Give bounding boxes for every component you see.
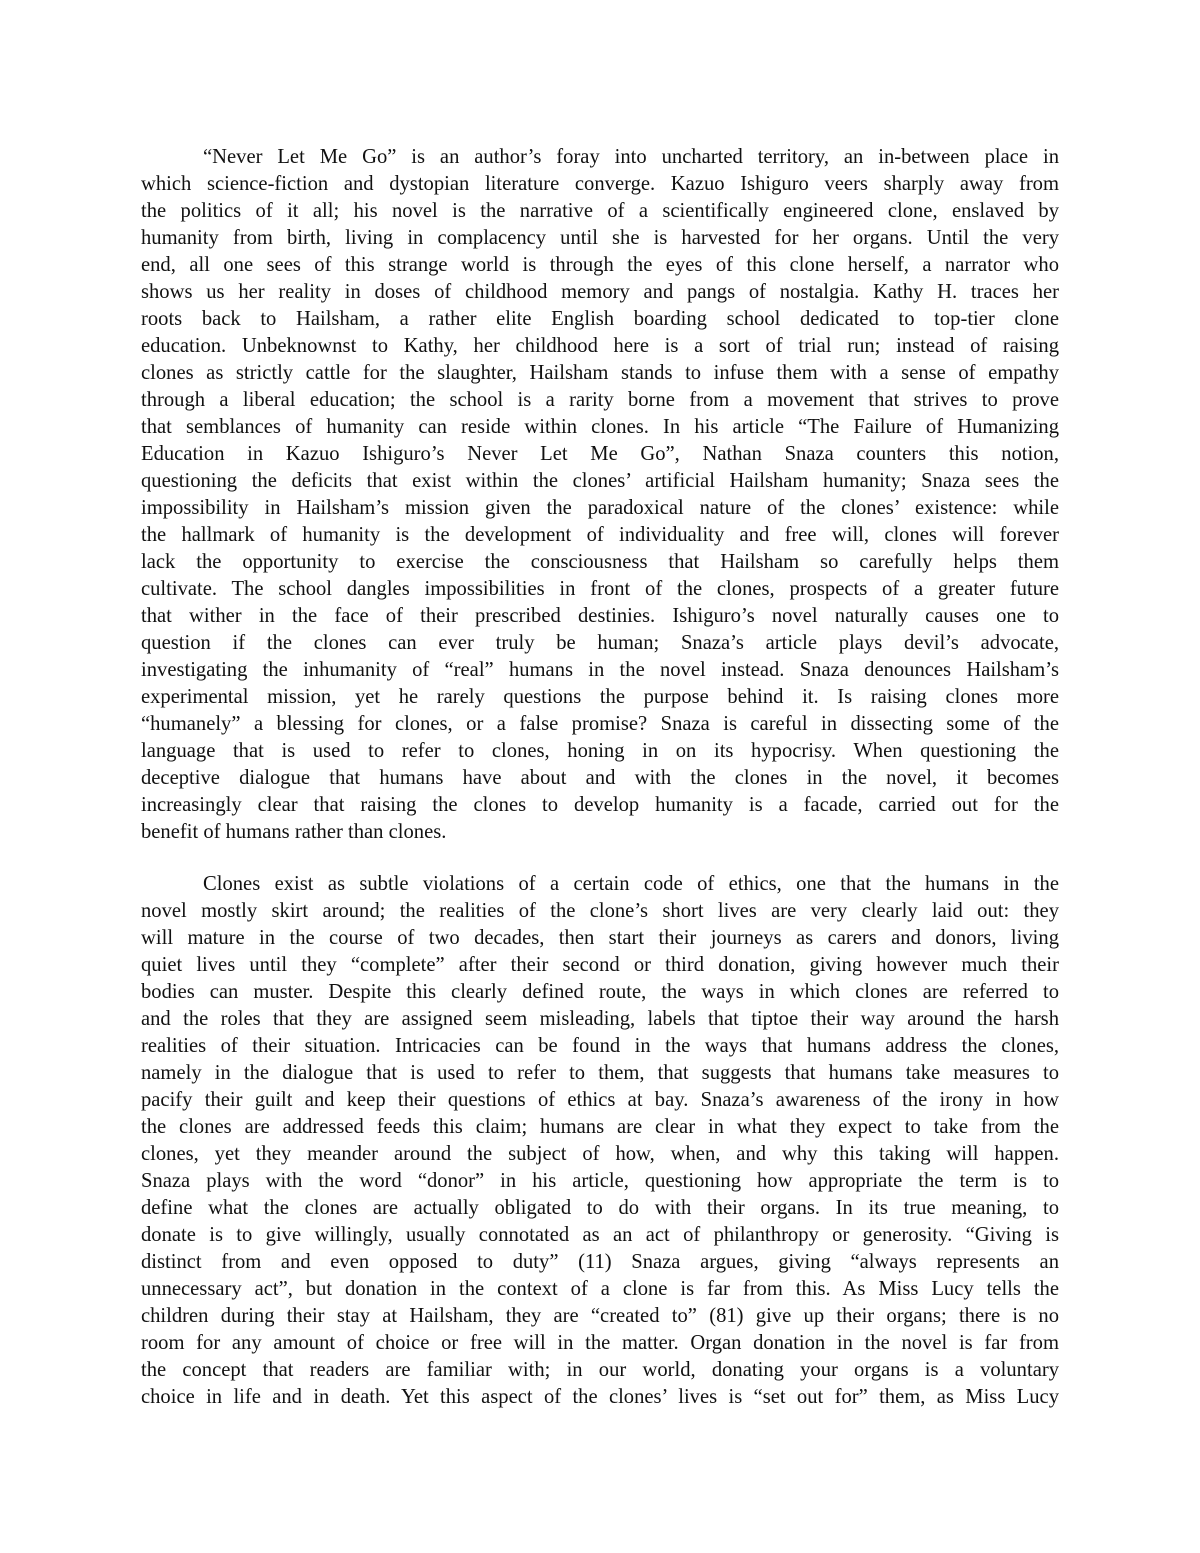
text-line: namely in the dialogue that is used to refer to them, that suggests that humans take measures to bbox=[141, 1062, 1059, 1084]
paragraph-2 bbox=[141, 871, 1059, 1411]
text-line: Clones exist as subtle violations of a certain code of ethics, one that the humans in the bbox=[203, 873, 1059, 895]
text-line: realities of their situation. Intricacies can be found in the ways that humans address the clones, bbox=[141, 1035, 1059, 1057]
text-line: roots back to Hailsham, a rather elite English boarding school dedicated to top-tier clone bbox=[141, 308, 1059, 330]
text-line: clones as strictly cattle for the slaughter, Hailsham stands to infuse them with a sense of empathy bbox=[141, 362, 1059, 384]
text-line: the hallmark of humanity is the development of individuality and free will, clones will forever bbox=[141, 524, 1059, 546]
text-line: that semblances of humanity can reside within clones. In his article “The Failure of Humanizing bbox=[141, 416, 1059, 438]
text-line: increasingly clear that raising the clones to develop humanity is a facade, carried out for the bbox=[141, 794, 1059, 816]
text-line: end, all one sees of this strange world is through the eyes of this clone herself, a narrator who bbox=[141, 254, 1059, 276]
text-line: the clones are addressed feeds this claim; humans are clear in what they expect to take from the bbox=[141, 1116, 1059, 1138]
text-line: questioning the deficits that exist within the clones’ artificial Hailsham humanity; Snaza sees the bbox=[141, 470, 1059, 492]
text-line: the concept that readers are familiar with; in our world, donating your organs is a voluntary bbox=[141, 1359, 1059, 1381]
text-line: clones, yet they meander around the subject of how, when, and why this taking will happen. bbox=[141, 1143, 1059, 1165]
text-line: shows us her reality in doses of childhood memory and pangs of nostalgia. Kathy H. traces her bbox=[141, 281, 1059, 303]
text-line: define what the clones are actually obligated to do with their organs. In its true meaning, to bbox=[141, 1197, 1059, 1219]
text-line: question if the clones can ever truly be human; Snaza’s article plays devil’s advocate, bbox=[141, 632, 1059, 654]
text-line: “humanely” a blessing for clones, or a false promise? Snaza is careful in dissecting some of the bbox=[141, 713, 1059, 735]
text-line: investigating the inhumanity of “real” humans in the novel instead. Snaza denounces Hailsham’s bbox=[141, 659, 1059, 681]
paragraph-1 bbox=[141, 144, 1059, 846]
text-line: distinct from and even opposed to duty” (11) Snaza argues, giving “always represents an bbox=[141, 1251, 1059, 1273]
text-line: impossibility in Hailsham’s mission given the paradoxical nature of the clones’ existence: while bbox=[141, 497, 1059, 519]
text-line: humanity from birth, living in complacency until she is harvested for her organs. Until the very bbox=[141, 227, 1059, 249]
text-line: novel mostly skirt around; the realities of the clone’s short lives are very clearly laid out: they bbox=[141, 900, 1059, 922]
text-line: Education in Kazuo Ishiguro’s Never Let Me Go”, Nathan Snaza counters this notion, bbox=[141, 443, 1059, 465]
text-line: room for any amount of choice or free will in the matter. Organ donation in the novel is far from bbox=[141, 1332, 1059, 1354]
text-line: Snaza plays with the word “donor” in his article, questioning how appropriate the term is to bbox=[141, 1170, 1059, 1192]
text-line: through a liberal education; the school is a rarity borne from a movement that strives to prove bbox=[141, 389, 1059, 411]
text-line: bodies can muster. Despite this clearly defined route, the ways in which clones are referred to bbox=[141, 981, 1059, 1003]
text-line: experimental mission, yet he rarely questions the purpose behind it. Is raising clones more bbox=[141, 686, 1059, 708]
text-line: benefit of humans rather than clones. bbox=[141, 821, 447, 843]
text-line: education. Unbeknownst to Kathy, her childhood here is a sort of trial run; instead of raising bbox=[141, 335, 1059, 357]
text-line: cultivate. The school dangles impossibilities in front of the clones, prospects of a greater future bbox=[141, 578, 1059, 600]
text-line: unnecessary act”, but donation in the context of a clone is far from this. As Miss Lucy tells the bbox=[141, 1278, 1059, 1300]
text-line: pacify their guilt and keep their questions of ethics at bay. Snaza’s awareness of the irony in how bbox=[141, 1089, 1059, 1111]
text-line: language that is used to refer to clones, honing in on its hypocrisy. When questioning the bbox=[141, 740, 1059, 762]
text-line: choice in life and in death. Yet this aspect of the clones’ lives is “set out for” them, as Miss Lucy bbox=[141, 1386, 1059, 1408]
text-line: which science-fiction and dystopian literature converge. Kazuo Ishiguro veers sharply away from bbox=[141, 173, 1059, 195]
text-line: that wither in the face of their prescribed destinies. Ishiguro’s novel naturally causes one to bbox=[141, 605, 1059, 627]
text-line: lack the opportunity to exercise the consciousness that Hailsham so carefully helps them bbox=[141, 551, 1059, 573]
text-line: the politics of it all; his novel is the narrative of a scientifically engineered clone, enslaved by bbox=[141, 200, 1059, 222]
text-line: and the roles that they are assigned seem misleading, labels that tiptoe their way around the harsh bbox=[141, 1008, 1059, 1030]
text-line: donate is to give willingly, usually connotated as an act of philanthropy or generosity. “Giving is bbox=[141, 1224, 1059, 1246]
text-line: deceptive dialogue that humans have about and with the clones in the novel, it becomes bbox=[141, 767, 1059, 789]
text-line: quiet lives until they “complete” after their second or third donation, giving however much their bbox=[141, 954, 1059, 976]
text-line: will mature in the course of two decades, then start their journeys as carers and donors, living bbox=[141, 927, 1059, 949]
text-line: “Never Let Me Go” is an author’s foray into uncharted territory, an in-between place in bbox=[203, 146, 1059, 168]
text-line: children during their stay at Hailsham, they are “created to” (81) give up their organs; there is no bbox=[141, 1305, 1059, 1327]
